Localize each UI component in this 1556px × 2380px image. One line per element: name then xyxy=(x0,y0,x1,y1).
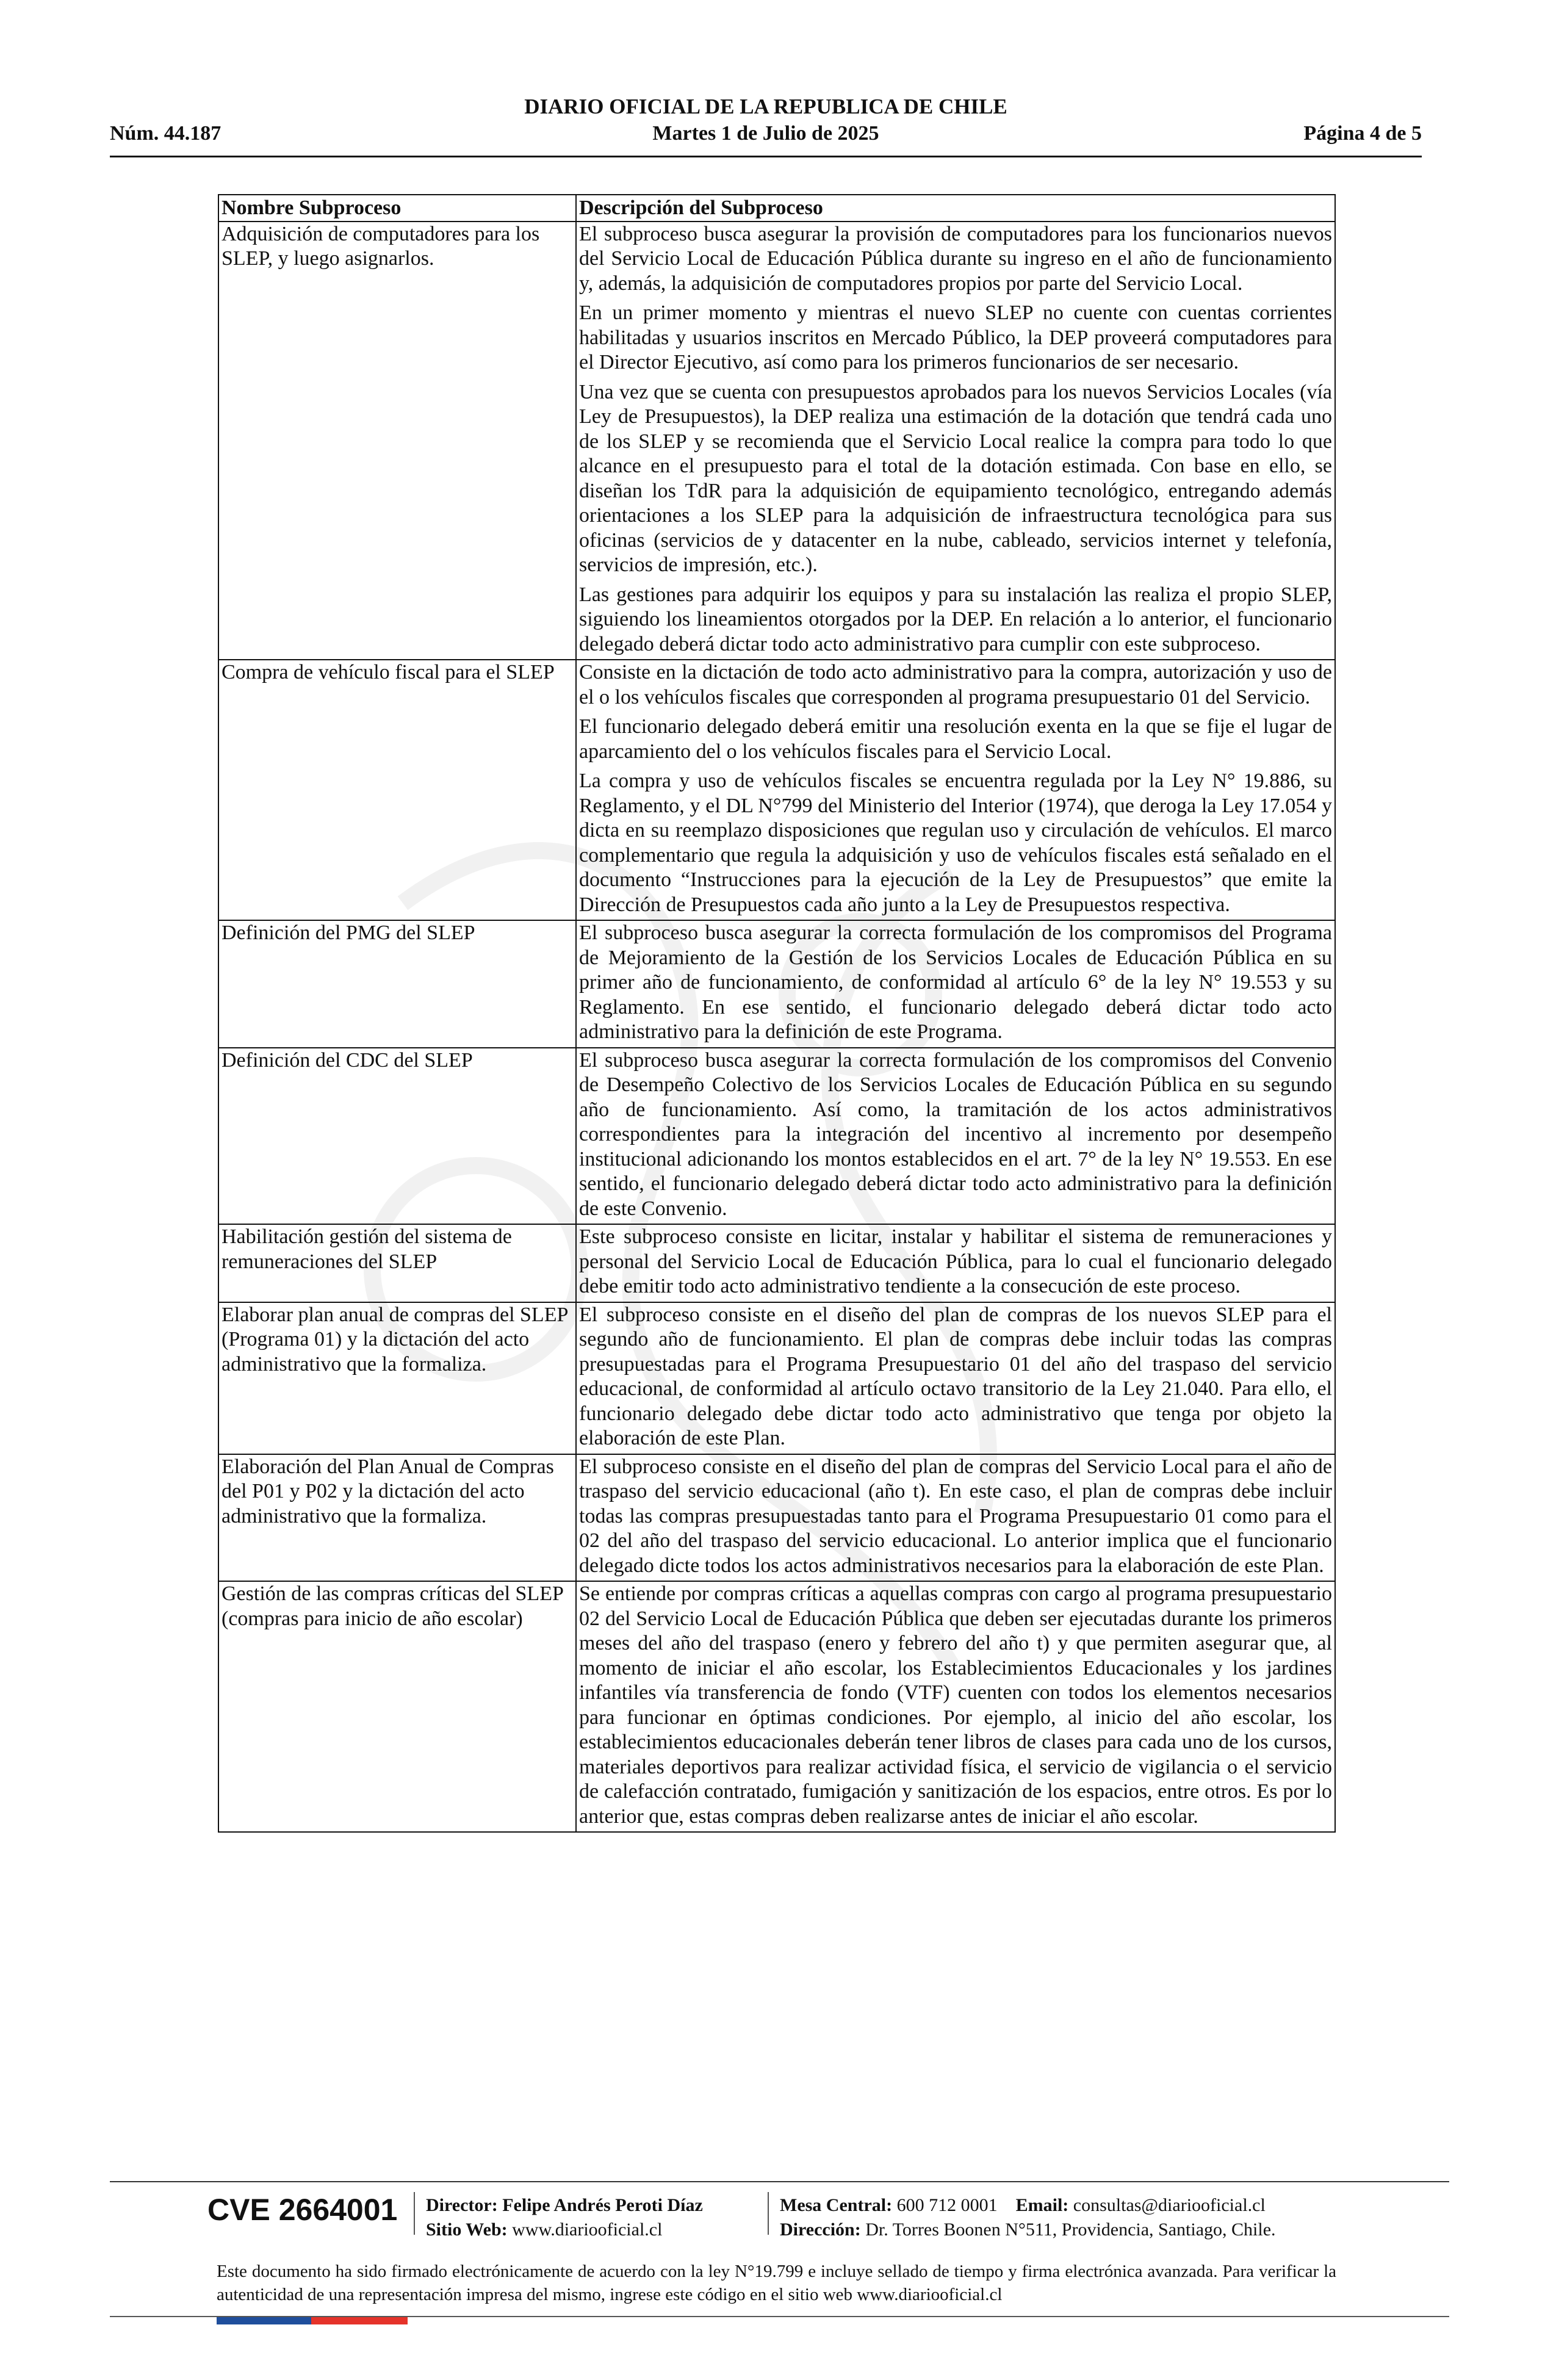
email-label: Email: xyxy=(1015,2195,1069,2215)
subprocess-description xyxy=(576,1048,1335,1225)
description-paragraph: El subproceso busca asegurar la correcta formulación de los compromisos del Convenio de Desempeño Colectivo de los Servicios Locales de Educación Pública en su segundo año de funcionamiento. Así como, la tramitación de los actos administrativos correspondientes para la integración del incentivo al incremento por desempeño institucional adicionando los montos establecidos en el art. 7° de la ley N° 19.553. En ese sentido, el funcionario delegado deberá dictar todo acto administrativo para la definición de este Convenio. xyxy=(579,1048,1332,1220)
table-row xyxy=(218,222,1335,660)
subprocess-description xyxy=(576,920,1335,1048)
subprocess-name: Gestión de las compras críticas del SLEP (compras para inicio de año escolar) xyxy=(218,1581,576,1832)
flag-stripe-red xyxy=(311,2317,408,2324)
subprocess-name: Elaboración del Plan Anual de Compras del P01 y P02 y la dictación del acto administrativo que la formaliza. xyxy=(218,1454,576,1582)
description-paragraph: El subproceso busca asegurar la provisión de computadores para los funcionarios nuevos del Servicio Local de Educación Pública durante su ingreso en el año de funcionamiento y, además, la adquisición de computadores propios por parte del Servicio Local. xyxy=(579,222,1332,295)
subprocess-description xyxy=(576,1581,1335,1832)
subprocess-table xyxy=(218,194,1336,1833)
subprocess-name: Adquisición de computadores para los SLEP, y luego asignarlos. xyxy=(218,222,576,660)
description-paragraph: El funcionario delegado deberá emitir una resolución exenta en la que se fije el lugar de aparcamiento del o los vehículos fiscales para el Servicio Local. xyxy=(579,715,1332,763)
subprocess-name: Habilitación gestión del sistema de remuneraciones del SLEP xyxy=(218,1224,576,1302)
footer-separator xyxy=(414,2192,415,2235)
table-row xyxy=(218,1224,1335,1302)
subprocess-description xyxy=(576,1302,1335,1454)
footer-divider-top xyxy=(110,2181,1449,2182)
description-paragraph: El subproceso busca asegurar la correcta formulación de los compromisos del Programa de Mejoramiento de la Gestión de los Servicios Locales de Educación Pública en su primer año de funcionamiento, de conformidad al artículo 6° de la ley N° 19.553 y su Reglamento. En ese sentido, el funcionario delegado deberá dictar todo acto administrativo para la definición de este Programa. xyxy=(579,921,1332,1043)
description-paragraph: El subproceso consiste en el diseño del plan de compras del Servicio Local para el año de traspaso del servicio educacional (año t). En este caso, el plan de compras debe incluir todas las compras presupuestadas tanto para el Programa Presupuestario 01 como para el 02 del año del traspaso del servicio educacional. Lo anterior implica que el funcionario delegado dicte todos los actos administrativos necesarios para la elaboración de este Plan. xyxy=(579,1455,1332,1577)
subprocess-description xyxy=(576,660,1335,920)
table-row xyxy=(218,660,1335,920)
address-label: Dirección: xyxy=(780,2220,861,2240)
subprocess-description xyxy=(576,222,1335,660)
cve-code: CVE 2664001 xyxy=(207,2193,398,2227)
subprocess-name: Elaborar plan anual de compras del SLEP (Programa 01) y la dictación del acto administrativo que la formaliza. xyxy=(218,1302,576,1454)
director-name: Felipe Andrés Peroti Díaz xyxy=(502,2195,703,2215)
table-row xyxy=(218,1581,1335,1832)
subprocess-name: Definición del CDC del SLEP xyxy=(218,1048,576,1225)
description-paragraph: El subproceso consiste en el diseño del plan de compras de los nuevos SLEP para el segundo año de funcionamiento. El plan de compras debe incluir todas las compras presupuestadas para el Programa Presupuestario 01 del año del traspaso del servicio educacional, de conformidad al artículo octavo transitorio de la Ley 21.040. Para ello, el funcionario delegado debe dictar todo acto administrativo que tenga por objeto la elaboración de este Plan. xyxy=(579,1303,1332,1449)
header-divider xyxy=(110,156,1422,157)
footer-director-block xyxy=(426,2193,703,2242)
email-link[interactable]: consultas@diariooficial.cl xyxy=(1073,2195,1266,2215)
table-row xyxy=(218,1048,1335,1225)
subprocess-name: Definición del PMG del SLEP xyxy=(218,920,576,1048)
issue-number: Núm. 44.187 xyxy=(110,122,222,145)
description-paragraph: Una vez que se cuenta con presupuestos aprobados para los nuevos Servicios Locales (vía Ley de Presupuestos), la DEP realiza una estimación de la dotación que tendrá cada uno de los SLEP y se recomienda que el Servicio Local realice la compra para todo lo que alcance en el presupuesto para el total de la dotación estimada. Con base en ello, se diseñan los TdR para la adquisición de equipamiento tecnológico, entregando además orientaciones a los SLEP para la adquisición de infraestructura tecnológica para sus oficinas (servicios de y datacenter en la nube, cableado, servicios internet y telefonía, servicios de impresión, etc.). xyxy=(579,380,1332,576)
description-paragraph: Consiste en la dictación de todo acto administrativo para la compra, autorización y uso de el o los vehículos fiscales que corresponden al programa presupuestario 01 del Servicio. xyxy=(579,661,1332,709)
description-paragraph: Se entiende por compras críticas a aquellas compras con cargo al programa presupuestario 02 del Servicio Local de Educación Pública que deben ser ejecutadas durante los primeros meses del año del traspaso (enero y febrero del año t) y que permiten asegurar que, al momento de iniciar el año escolar, los Establecimientos Educacionales y los jardines infantiles vía transferencia de fondo (VTF) cuenten con todos los elementos necesarios para funcionar en óptimas condiciones. Por ejemplo, al inicio del año escolar, los establecimientos educacionales deberán tener libros de clases para cada uno de los cursos, materiales deportivos para realizar actividad física, el servicio de vigilancia o el servicio de calefacción contratado, fumigación y sanitización de los espacios, entre otros. Es por lo anterior que, estas compras deben realizarse antes de iniciar el año escolar. xyxy=(579,1582,1332,1828)
director-label: Director: xyxy=(426,2195,498,2215)
publication-date: Martes 1 de Julio de 2025 xyxy=(652,122,879,145)
table-row xyxy=(218,1454,1335,1582)
subprocess-description xyxy=(576,1454,1335,1582)
table-row xyxy=(218,1302,1335,1454)
table-header-row xyxy=(218,195,1335,222)
address-text: Dr. Torres Boonen N°511, Providencia, Santiago, Chile. xyxy=(865,2220,1276,2240)
website-link[interactable]: www.diariooficial.cl xyxy=(512,2220,663,2240)
page-number: Página 4 de 5 xyxy=(1303,122,1422,145)
website-label: Sitio Web: xyxy=(426,2220,508,2240)
flag-stripe-blue xyxy=(217,2317,311,2324)
footer-contact-block xyxy=(780,2193,1276,2242)
page-header xyxy=(110,95,1422,162)
column-header-description: Descripción del Subproceso xyxy=(576,195,1335,222)
description-paragraph: Este subproceso consiste en licitar, instalar y habilitar el sistema de remuneraciones y personal del Servicio Local de Educación Pública, para lo cual el funcionario delegado debe emitir todo acto administrativo tendiente a la consecución de este proceso. xyxy=(579,1225,1332,1297)
legal-notice: Este documento ha sido firmado electrónicamente de acuerdo con la ley N°19.799 e incluye sellado de tiempo y firma electrónica avanzada. Para verificar la autenticidad de una representación impresa del mismo, ingrese este código en el sitio web www.diariooficial.cl xyxy=(217,2262,1336,2304)
table-row xyxy=(218,920,1335,1048)
phone-label: Mesa Central: xyxy=(780,2195,893,2215)
subprocess-name: Compra de vehículo fiscal para el SLEP xyxy=(218,660,576,920)
description-paragraph: Las gestiones para adquirir los equipos y para su instalación las realiza el propio SLEP, siguiendo los lineamientos otorgados por la DEP. En relación a lo anterior, el funcionario delegado deberá dictar todo acto administrativo para cumplir con este subproceso. xyxy=(579,583,1332,655)
description-paragraph: En un primer momento y mientras el nuevo SLEP no cuente con cuentas corrientes habilitadas y usuarios inscritos en Mercado Público, la DEP proveerá computadores para el Director Ejecutivo, así como para los primeros funcionarios de ser necesario. xyxy=(579,301,1332,373)
gazette-title: DIARIO OFICIAL DE LA REPUBLICA DE CHILE xyxy=(524,95,1007,118)
phone-number: 600 712 0001 xyxy=(896,2195,998,2215)
column-header-name: Nombre Subproceso xyxy=(218,195,576,222)
description-paragraph: La compra y uso de vehículos fiscales se encuentra regulada por la Ley N° 19.886, su Reglamento, y el DL N°799 del Ministerio del Interior (1974), que deroga la Ley 17.054 y dicta en su reemplazo disposiciones que regulan uso y circulación de vehículos. El marco complementario que regula la adquisición y uso de vehículos fiscales está señalado en el documento “Instrucciones para la ejecución de la Ley de Presupuestos” que emite la Dirección de Presupuestos cada año junto a la Ley de Presupuestos respectiva. xyxy=(579,770,1332,916)
subprocess-description xyxy=(576,1224,1335,1302)
footer-separator xyxy=(768,2192,769,2235)
